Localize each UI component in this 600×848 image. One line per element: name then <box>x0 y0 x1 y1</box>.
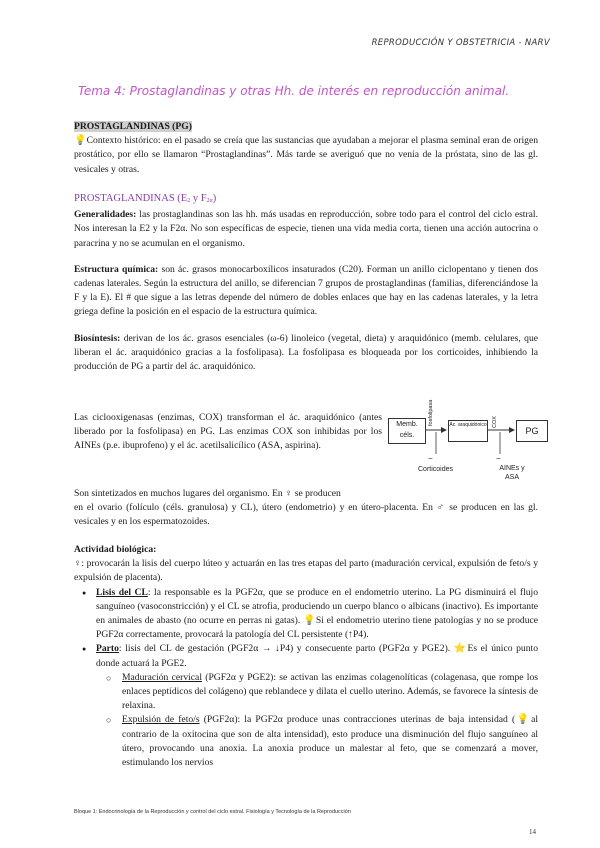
actividad-heading: Actividad biológica: <box>74 544 157 555</box>
box-pg: PG <box>516 420 548 442</box>
biosintesis-paragraph: Biosíntesis: derivan de los ác. grasos esenciales (ω-6) linoleico (vegetal, dieta) y araquidónico (memb. celulares, que liberan el ác. araquidónico gracias a la fosfolipasa). La fosfolipasa es bloqueada por los corticoides, inhibiendo la producción de PG a partir del ác. araquidónico. <box>74 332 538 373</box>
footer-text: Bloque 1: Endocrinología de la Reproducción y control del ciclo estral. Fisiología y Tecnología de la Reproducción <box>74 809 351 815</box>
context-text: Contexto histórico: en el pasado se creía que las sustancias que ayudaban a mejorar el plasma seminal eran de origen prostático, por ello se llamaron “Prostaglandinas”. Más tarde se averiguó que no venía de la próstata, sino de las gl. vesicales y otras. <box>74 135 539 175</box>
list-item-maduracion: ○ Maduración cervical (PGF2α y PGE2): se activan las enzimas colagenolíticas (colagenasa, que rompe los enlaces peptídicos del colágeno) que reblandece y dilata el cuello uterino. Además, se favorece la síntesis de relaxina. <box>122 671 538 714</box>
section-pg <box>74 120 538 177</box>
label-corticoides: Corticoides <box>418 466 454 473</box>
page-number: 14 <box>529 828 536 836</box>
biosynthesis-diagram <box>388 399 548 488</box>
cox-paragraph: Las ciclooxigenasas (enzimas, COX) transforman el ác. araquidónico (antes liberado por la fosfolipasa) en PG. Las enzimas COX son inhibidas por los AINEs (p.e. ibuprofeno) y el ác. acetilsalicílico (ASA, aspirina). <box>74 412 382 452</box>
section-heading-pg: PROSTAGLANDINAS (PG) <box>74 121 192 132</box>
section-heading-e2f2: PROSTAGLANDINAS (E2 y F2α) <box>74 193 217 204</box>
box-membranas: Memb. céls. <box>388 418 426 444</box>
box-acido-araquidonico: Ác. araquidónico <box>448 420 488 442</box>
lightbulb-icon: 💡 <box>74 135 87 147</box>
section-e2f2 <box>74 192 538 374</box>
page-title: Tema 4: Prostaglandinas y otras Hh. de interés en reproducción animal. <box>78 84 510 98</box>
estructura-paragraph: Estructura química: son ác. grasos monocarboxílicos insaturados (C20). Forman un anillo ciclopentano y tienen dos cadenas laterales. Según la estructura del anillo, se diferencian 7 grupos de prostaglandinas (familias, diferenciándose la F y la E). El # que sigue a las letras depende del número de dobles enlaces que hay en las cadenas laterales, y la letra griega define la posición en el espacio de la estructura química. <box>74 263 538 318</box>
star-icon: ⭐ <box>453 643 468 655</box>
actividad-intro: ♀: provocarán la lisis del cuerpo lúteo y actuarán en las tres etapas del parto (maduración cervical, expulsión de feto/s y expulsión de placenta). <box>74 558 538 584</box>
corticoides-minus: − <box>428 454 433 463</box>
lightbulb-icon: 💡 <box>303 615 316 627</box>
label-fosfolipasa: fosfolipasa <box>428 399 434 426</box>
running-head: REPRODUCCIÓN Y OBSTETRICIA - NARV <box>371 38 550 48</box>
lightbulb-icon: 💡 <box>515 714 532 726</box>
label-cox: COX <box>492 416 498 428</box>
list-item-parto: ● Parto: lisis del CL de gestación (PGF2α → ↓P4) y consecuente parto (PGF2α y PGE2). ⭐Es el único punto donde actuará la PGE2. ○ Maduración cervical (PGF2α y PGE2): se activan las enzimas colagenolíticas (colagenasa, que rompe los enlaces peptídicos del colágeno) que reblandece y dilata el cuello uterino. Además, se favorece la síntesis de relaxina. ○ Expulsión de feto/s (PGF2α): la PGF2α produce unas contracciones uterinas de baja intensidad (💡al contrario de la oxitocina que son de alta intensidad), esto produce una disminución del flujo sanguíneo al útero, provocando una anoxia. La anoxia produce un malestar al feto, que se comenzará a mover, estimulando los nervios <box>96 642 538 770</box>
sintesis-paragraph: Son sintetizados en muchos lugares del organismo. En ♀ se producen en el ovario (folículo (céls. granulosa) y CL), útero (endometrio) y en útero-placenta. En ♂ se producen en las gl. vesicales y en los espermatozoides. <box>74 488 538 528</box>
list-item-lisis: ● Lisis del CL: la responsable es la PGF2α, que se produce en el endometrio uterino. La PG disminuirá el flujo sanguíneo (vasoconstricción) y el CL se atrofia, produciendo un cuerpo blanco o albicans (inactivo). Es importante en animales de abasto (no ocurre en perras ni gatas). 💡Si el endometrio uterino tiene patologías y no se produce PGF2α correctamente, provocará la patología del CL persistente (↑P4). <box>96 586 538 643</box>
generalidades-paragraph: Generalidades: las prostaglandinas son las hh. más usadas en reproducción, sobre todo para el control del ciclo estral. Nos interesan la E2 y la F2α. No son específicas de especie, tienen una vida media corta, tienen una acción autocrina o paracrina y no se acumulan en el organismo. <box>74 209 538 249</box>
aines-minus: − <box>496 454 501 463</box>
actividad-section <box>74 543 538 770</box>
label-aines: AINEs y ASA <box>499 465 525 481</box>
list-item-expulsion: ○ Expulsión de feto/s (PGF2α): la PGF2α produce unas contracciones uterinas de baja intensidad (💡al contrario de la oxitocina que son de alta intensidad), esto produce una disminución del flujo sanguíneo al útero, provocando una anoxia. La anoxia produce un malestar al feto, que se comenzará a mover, estimulando los nervios <box>122 713 538 770</box>
